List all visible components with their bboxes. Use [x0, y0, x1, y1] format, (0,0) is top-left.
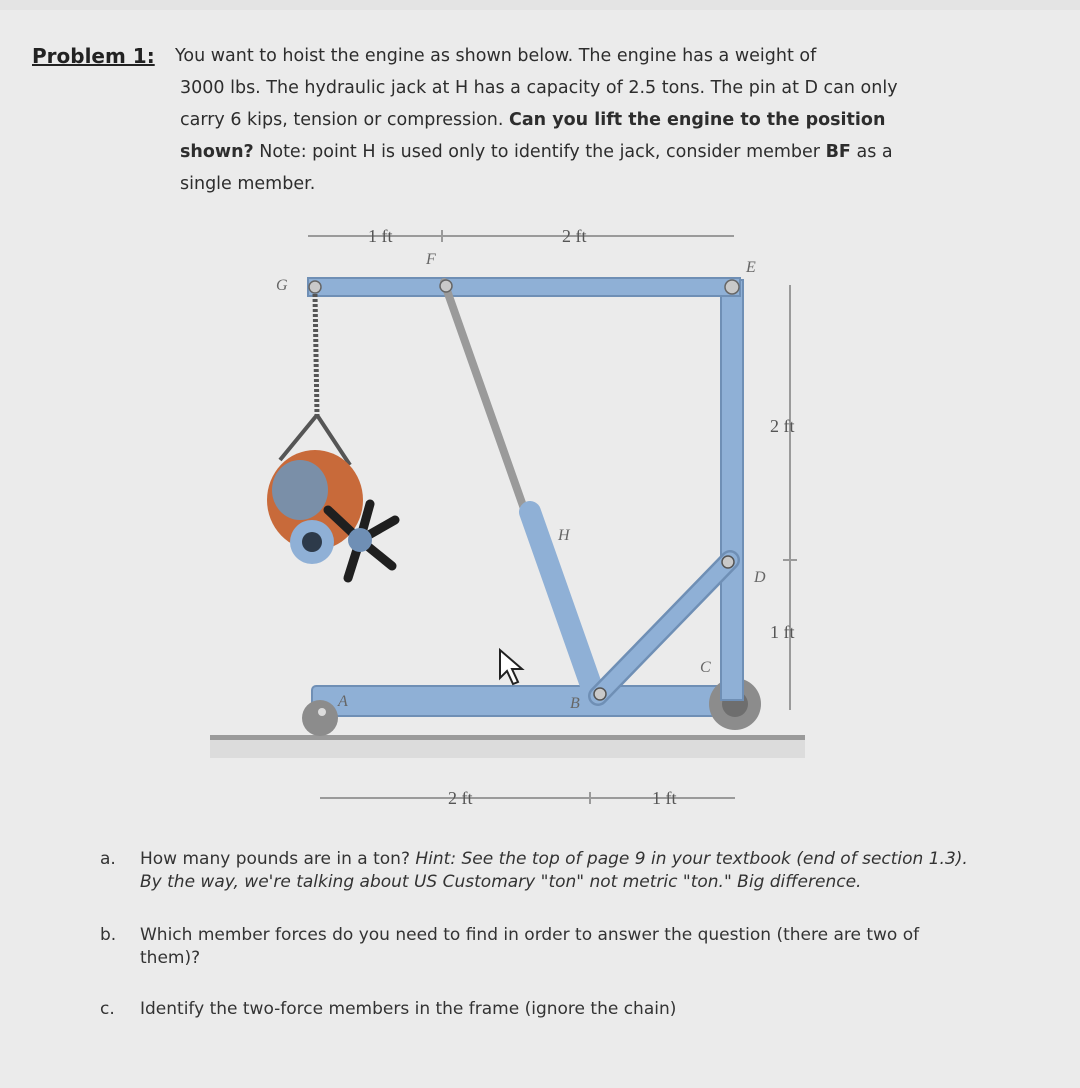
pin-f: [440, 280, 452, 292]
dim-top-right-label: 2 ft: [562, 226, 587, 246]
question-a-body: [140, 848, 980, 894]
jack-rod: [444, 282, 528, 520]
question-c: [100, 998, 980, 1021]
pin-d: [722, 556, 734, 568]
pin-b: [594, 688, 606, 700]
dim-right-bottom-label: 1 ft: [770, 622, 795, 642]
question-c-text: Identify the two-force members in the frame (ignore the chain): [140, 999, 677, 1019]
engine-icon: [267, 450, 395, 578]
question-b: [100, 924, 980, 970]
question-a-text: How many pounds are in a ton?: [140, 849, 410, 869]
label-d: D: [754, 569, 766, 586]
top-strip: [0, 0, 1080, 10]
problem-note: Note: point H is used only to identify the jack, consider member: [259, 142, 821, 162]
problem-line-1: You want to hoist the engine as shown below. The engine has a weight of: [175, 46, 817, 66]
problem-statement: [175, 40, 1020, 200]
problem-line-3: [180, 104, 1020, 136]
label-e: E: [746, 259, 756, 276]
mouse-cursor-icon: [500, 650, 522, 684]
problem-question-bold: Can you lift the engine to the position: [509, 110, 886, 130]
problem-label: [32, 44, 155, 68]
label-a: A: [338, 693, 348, 710]
problem-label-text: Problem 1:: [32, 44, 155, 68]
pin-e: [725, 280, 739, 294]
dim-right: [783, 285, 797, 710]
problem-shown-bold: shown?: [180, 142, 254, 162]
label-h: H: [558, 527, 570, 544]
dim-right-top-label: 2 ft: [770, 416, 795, 436]
dim-bottom-left-label: 2 ft: [448, 788, 473, 808]
label-g: G: [276, 277, 288, 294]
question-a-hint: Hint: See the top of page 9 in your textbook (end of section 1.3). By the way, we're talking about US Customary "ton" not metric "ton." Big difference.: [140, 849, 968, 892]
questions-list: [100, 848, 980, 1043]
question-b-mark: b.: [100, 925, 117, 945]
wheel-a: [302, 700, 338, 736]
dim-bottom-right-label: 1 ft: [652, 788, 677, 808]
problem-line-4: [180, 136, 1020, 168]
ground-line: [210, 735, 805, 740]
ground-shade: [210, 740, 805, 758]
problem-as-a: as a: [856, 142, 893, 162]
top-boom: [308, 278, 740, 296]
base-member: [312, 686, 740, 716]
problem-line-2: 3000 lbs. The hydraulic jack at H has a capacity of 2.5 tons. The pin at D can only: [180, 78, 898, 98]
pin-g: [309, 281, 321, 293]
label-c: C: [700, 659, 711, 676]
vertical-post: [721, 280, 743, 700]
pin-a: [318, 708, 326, 716]
question-c-mark: c.: [100, 999, 115, 1019]
label-b: B: [570, 695, 580, 712]
label-f: F: [426, 251, 436, 268]
question-b-text: Which member forces do you need to find in order to answer the question (there are two of them)?: [140, 925, 920, 968]
dim-top-left-label: 1 ft: [368, 226, 393, 246]
question-a: [100, 848, 980, 894]
chain: [315, 294, 317, 415]
problem-line-5: single member.: [180, 174, 316, 194]
problem-member-bf: BF: [825, 142, 851, 162]
problem-line-3a: carry 6 kips, tension or compression.: [180, 110, 504, 130]
hoist-figure: [200, 210, 840, 810]
question-a-mark: a.: [100, 849, 116, 869]
